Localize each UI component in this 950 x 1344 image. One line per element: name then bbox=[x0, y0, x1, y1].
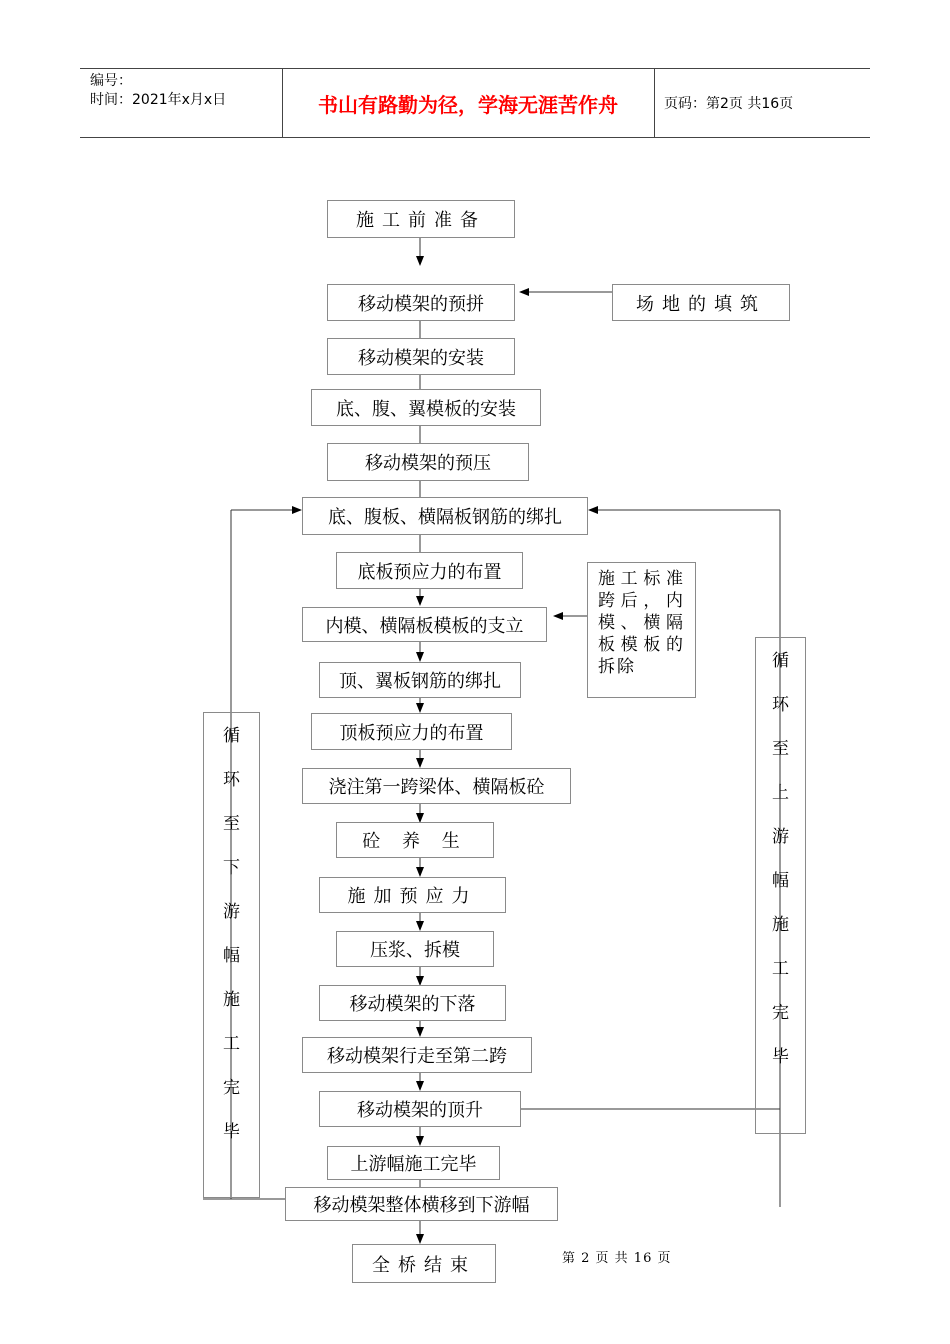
loop-right-char: 工 bbox=[772, 959, 789, 979]
loop-right-char: 幅 bbox=[772, 871, 789, 891]
loop-right-char: 上 bbox=[772, 783, 789, 803]
loop-right-char: 至 bbox=[772, 739, 789, 759]
loop-left-char: 游 bbox=[223, 902, 240, 922]
step-lateral-shift: 移动模架整体横移到下游幅 bbox=[285, 1187, 558, 1221]
loop-left-char: 环 bbox=[223, 770, 240, 790]
step-upstream-done: 上游幅施工完毕 bbox=[327, 1146, 500, 1180]
formwork-removal-note: 施工标准跨后，内模、横隔板模板的拆除 bbox=[587, 562, 696, 698]
loop-left-char: 循 bbox=[223, 726, 240, 746]
step-first-pour: 浇注第一跨梁体、横隔板砼 bbox=[302, 768, 571, 804]
step-preloading: 移动模架的预压 bbox=[327, 443, 529, 481]
step-inner-formwork: 内模、横隔板模板的支立 bbox=[302, 607, 547, 642]
step-bottom-prestress: 底板预应力的布置 bbox=[336, 552, 523, 589]
loop-left-char: 完 bbox=[223, 1078, 240, 1098]
loop-right-char: 环 bbox=[772, 695, 789, 715]
header-page-info: 页码：第2页 共16页 bbox=[664, 96, 794, 112]
step-formwork-install: 底、腹、翼模板的安装 bbox=[311, 389, 541, 426]
step-bridge-complete: 全桥结束 bbox=[352, 1244, 496, 1283]
step-installation: 移动模架的安装 bbox=[327, 338, 515, 375]
step-top-rebar: 顶、翼板钢筋的绑扎 bbox=[319, 662, 521, 698]
loop-left-char: 至 bbox=[223, 814, 240, 834]
loop-right-char: 完 bbox=[772, 1003, 789, 1023]
loop-right-char: 循 bbox=[772, 651, 789, 671]
loop-right-char: 毕 bbox=[772, 1047, 789, 1067]
loop-left-char: 工 bbox=[223, 1034, 240, 1054]
step-jacking: 移动模架的顶升 bbox=[319, 1091, 521, 1127]
step-advance: 移动模架行走至第二跨 bbox=[302, 1037, 532, 1073]
step-preparation: 施工前准备 bbox=[327, 200, 515, 238]
number-label: 编号： bbox=[90, 73, 132, 89]
step-grouting: 压浆、拆模 bbox=[336, 931, 494, 967]
loop-left-char: 下 bbox=[223, 858, 240, 878]
step-pre-assembly: 移动模架的预拼 bbox=[327, 284, 515, 321]
footer-page-number: 第 2 页 共 16 页 bbox=[562, 1251, 672, 1266]
loop-left-label bbox=[203, 712, 260, 1198]
header-motto: 书山有路勤为径，学海无涯苦作舟 bbox=[318, 92, 618, 117]
time-label: 时间：2021年x月x日 bbox=[90, 92, 227, 108]
step-curing: 砼 养 生 bbox=[336, 822, 494, 858]
loop-left-char: 施 bbox=[223, 990, 240, 1010]
step-prestressing: 施加预应力 bbox=[319, 877, 506, 913]
loop-left-char: 幅 bbox=[223, 946, 240, 966]
loop-right-char: 施 bbox=[772, 915, 789, 935]
step-top-prestress: 顶板预应力的布置 bbox=[311, 713, 512, 750]
loop-right-char: 游 bbox=[772, 827, 789, 847]
loop-left-char: 毕 bbox=[223, 1122, 240, 1142]
step-rebar-binding: 底、腹板、横隔板钢筋的绑扎 bbox=[302, 497, 588, 535]
step-lowering: 移动模架的下落 bbox=[319, 985, 506, 1021]
site-fill-box: 场地的填筑 bbox=[612, 284, 790, 321]
loop-right-label bbox=[755, 637, 806, 1134]
